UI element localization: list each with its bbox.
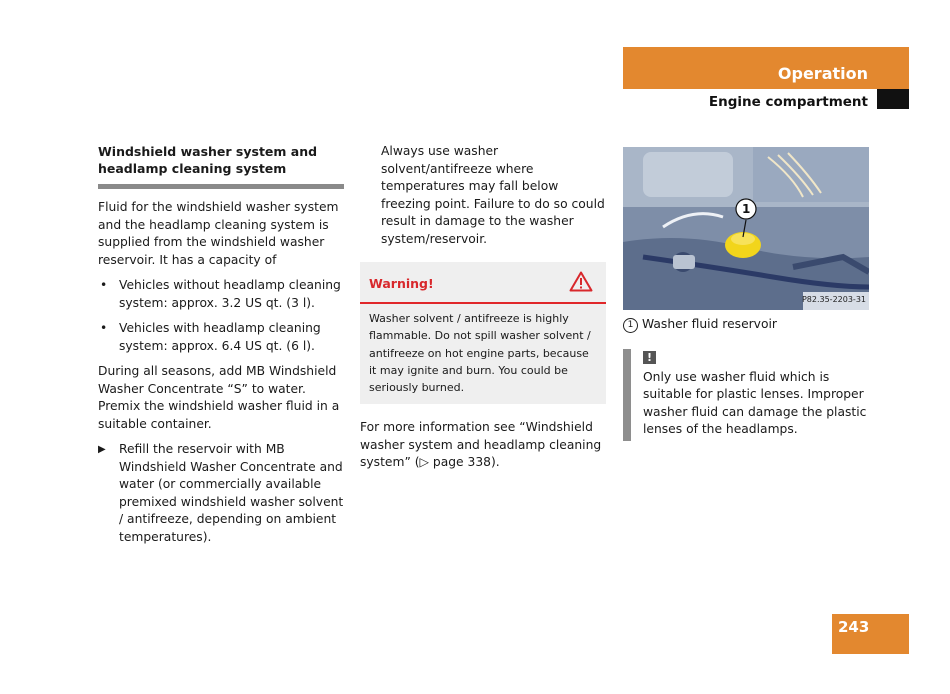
antifreeze-paragraph: Always use washer solvent/antifreeze where temperatures may fall below freezing point. Failure to do so could result in damage to the washer system/reservoir. <box>381 144 605 246</box>
warning-box <box>360 262 606 404</box>
column-middle <box>360 143 608 480</box>
list-item <box>98 277 348 312</box>
warning-text: Washer solvent / antifreeze is highly flammable. Do not spill washer solvent / antifreeze on hot engine parts, because it may ignite and burn. You could be seriously burned. <box>369 312 591 395</box>
warning-triangle-icon <box>569 271 593 298</box>
caption-text: Washer fluid reservoir <box>642 317 777 331</box>
action-step <box>98 441 348 546</box>
photo-callout-number: 1 <box>742 202 751 216</box>
column-left <box>98 143 348 554</box>
note-text: Only use washer fluid which is suitable for plastic lenses. Improper washer fluid can damage the plastic lenses of the headlamps. <box>643 369 867 436</box>
intro-paragraph: Fluid for the windshield washer system and the headlamp cleaning system is supplied from the windshield washer reservoir. It has a capacity of <box>98 200 339 267</box>
warning-label: Warning! <box>369 276 434 291</box>
section-header <box>623 47 909 89</box>
page-number: 243 <box>838 618 870 636</box>
caption-number: 1 <box>623 318 638 333</box>
section-heading-line1: Windshield washer system and <box>98 144 318 159</box>
page-number-box <box>832 614 909 654</box>
section-heading <box>98 143 348 177</box>
seasons-paragraph: During all seasons, add MB Windshield Washer Concentrate “S” to water. Premix the windshield washer fluid in a suitable container. <box>98 364 340 431</box>
engine-illustration <box>623 147 869 310</box>
thumb-tab <box>877 89 909 109</box>
list-item-text: Vehicles without headlamp cleaning system: approx. 3.2 US qt. (3 l). <box>119 278 341 310</box>
list-item-text: Vehicles with headlamp cleaning system: approx. 6.4 US qt. (6 l). <box>119 321 321 353</box>
section-heading-line2: headlamp cleaning system <box>98 161 287 176</box>
action-step-text: Refill the reservoir with MB Windshield Washer Concentrate and water (or commercially available premixed windshield washer solvent / antifreeze, depending on ambient temperatures). <box>119 442 344 544</box>
note-box <box>623 349 873 439</box>
bullet-icon: • <box>100 321 108 335</box>
bullet-icon: • <box>100 278 108 292</box>
list-item <box>98 320 348 355</box>
note-bar <box>623 349 631 441</box>
heading-rule <box>98 184 344 189</box>
more-info-paragraph: For more information see “Windshield washer system and headlamp cleaning system” (▷ page 338). <box>360 420 602 470</box>
action-arrow-icon: ▶ <box>98 444 106 455</box>
warning-header <box>360 262 606 304</box>
section-title: Operation <box>777 64 868 83</box>
engine-compartment-photo <box>623 147 869 310</box>
photo-reference-code: P82.35-2203-31 <box>801 294 866 304</box>
exclamation-icon: ! <box>643 351 656 364</box>
subsection-title: Engine compartment <box>708 94 868 110</box>
column-right <box>623 147 873 439</box>
photo-caption <box>623 316 873 334</box>
